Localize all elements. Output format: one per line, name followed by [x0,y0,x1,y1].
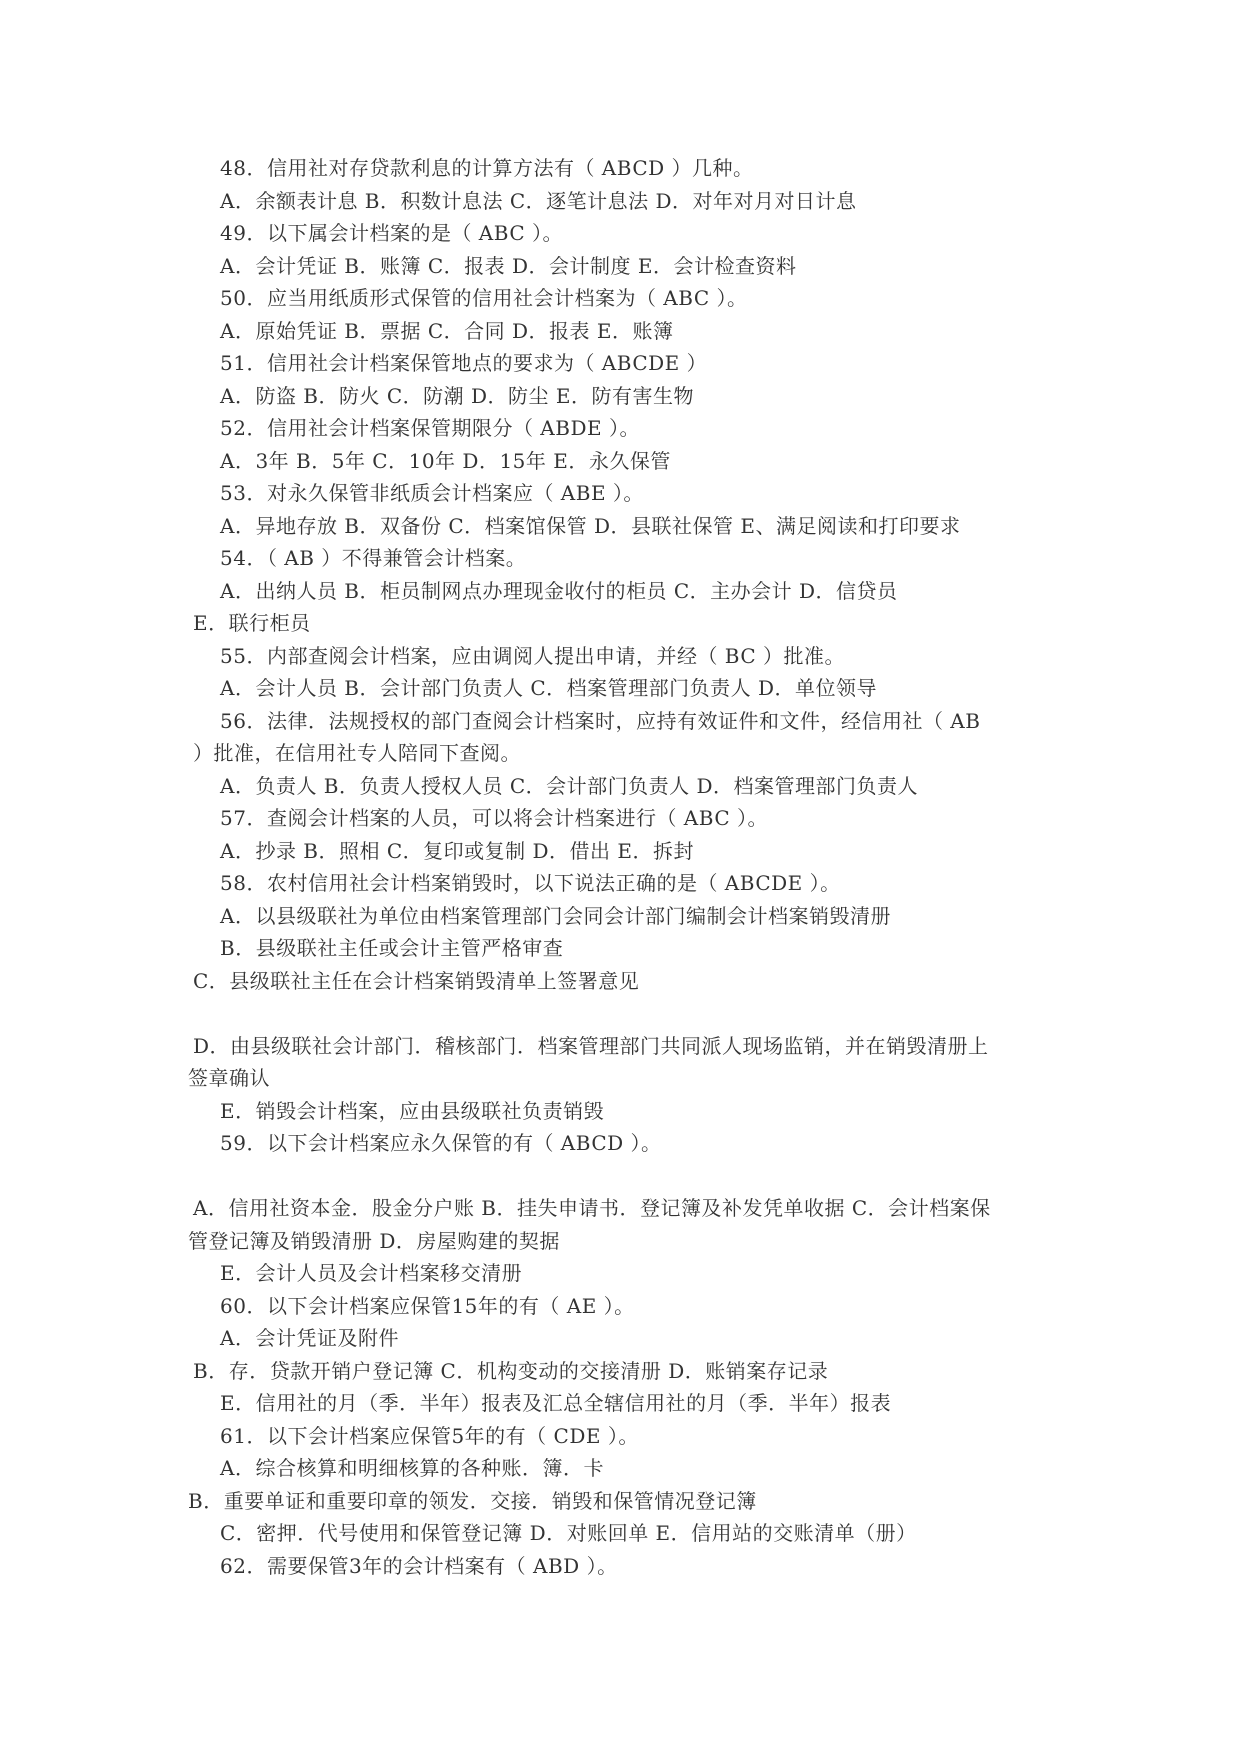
options-59-continued: 管登记簿及销毁清册 D．房屋购建的契据 [188,1229,560,1253]
option-58-d: D．由县级联社会计部门．稽核部门．档案管理部门共同派人现场监销，并在销毁清册上 [193,1034,989,1058]
options-54-continued: E．联行柜员 [193,611,311,635]
question-53: 53．对永久保管非纸质会计档案应（ ABE ）。 [220,481,644,505]
question-59: 59．以下会计档案应永久保管的有（ ABCD ）。 [220,1131,662,1155]
options-50: A．原始凭证 B．票据 C．合同 D．报表 E．账簿 [220,319,674,343]
option-58-b: B．县级联社主任或会计主管严格审查 [220,936,564,960]
options-54: A．出纳人员 B．柜员制网点办理现金收付的柜员 C．主办会计 D．信贷员 [220,579,898,603]
question-61: 61．以下会计档案应保管5年的有（ CDE ）。 [220,1424,639,1448]
question-51: 51．信用社会计档案保管地点的要求为（ ABCDE ） [220,351,708,375]
options-56: A．负责人 B．负责人授权人员 C．会计部门负责人 D．档案管理部门负责人 [220,774,919,798]
question-54: 54．（ AB ）不得兼管会计档案。 [220,546,527,570]
options-59: A．信用社资本金．股金分户账 B．挂失申请书．登记簿及补发凭单收据 C．会计档案保 [193,1196,991,1220]
question-60: 60．以下会计档案应保管15年的有（ AE ）。 [220,1294,635,1318]
option-61-a: A．综合核算和明细核算的各种账．簿．卡 [220,1456,604,1480]
question-57: 57．查阅会计档案的人员，可以将会计档案进行（ ABC ）。 [220,806,768,830]
question-56: 56．法律．法规授权的部门查阅会计档案时，应持有效证件和文件，经信用社（ AB [220,709,981,733]
options-57: A．抄录 B．照相 C．复印或复制 D．借出 E．拆封 [220,839,695,863]
question-55: 55．内部查阅会计档案，应由调阅人提出申请，并经（ BC ）批准。 [220,644,846,668]
options-49: A．会计凭证 B．账簿 C．报表 D．会计制度 E．会计检查资料 [220,254,797,278]
option-58-a: A．以县级联社为单位由档案管理部门会同会计部门编制会计档案销毁清册 [220,904,891,928]
question-56-continued: ）批准，在信用社专人陪同下查阅。 [193,741,521,765]
question-58: 58．农村信用社会计档案销毁时，以下说法正确的是（ ABCDE ）。 [220,871,841,895]
option-60-e: E．信用社的月（季．半年）报表及汇总全辖信用社的月（季．半年）报表 [220,1391,892,1415]
option-58-d-continued: 签章确认 [188,1066,270,1090]
question-50: 50．应当用纸质形式保管的信用社会计档案为（ ABC ）。 [220,286,748,310]
question-62: 62．需要保管3年的会计档案有（ ABD ）。 [220,1554,618,1578]
options-60-bcd: B．存．贷款开销户登记簿 C．机构变动的交接清册 D．账销案存记录 [193,1359,829,1383]
question-48: 48．信用社对存贷款利息的计算方法有（ ABCD ）几种。 [220,156,754,180]
option-59-e: E．会计人员及会计档案移交清册 [220,1261,523,1285]
options-53: A．异地存放 B．双备份 C．档案馆保管 D．县联社保管 E、满足阅读和打印要求 [220,514,961,538]
options-61-cde: C．密押．代号使用和保管登记簿 D．对账回单 E．信用站的交账清单（册） [220,1521,917,1545]
options-48: A．余额表计息 B．积数计息法 C．逐笔计息法 D．对年对月对日计息 [220,189,857,213]
options-51: A．防盗 B．防火 C．防潮 D．防尘 E．防有害生物 [220,384,695,408]
options-52: A．3年 B．5年 C．10年 D．15年 E．永久保管 [220,449,671,473]
question-49: 49．以下属会计档案的是（ ABC ）。 [220,221,563,245]
option-60-a: A．会计凭证及附件 [220,1326,399,1350]
option-61-b: B．重要单证和重要印章的领发．交接．销毁和保管情况登记簿 [188,1489,757,1513]
option-58-e: E．销毁会计档案，应由县级联社负责销毁 [220,1099,605,1123]
option-58-c: C．县级联社主任在会计档案销毁清单上签署意见 [193,969,640,993]
options-55: A．会计人员 B．会计部门负责人 C．档案管理部门负责人 D．单位领导 [220,676,878,700]
question-52: 52．信用社会计档案保管期限分（ ABDE ）。 [220,416,640,440]
